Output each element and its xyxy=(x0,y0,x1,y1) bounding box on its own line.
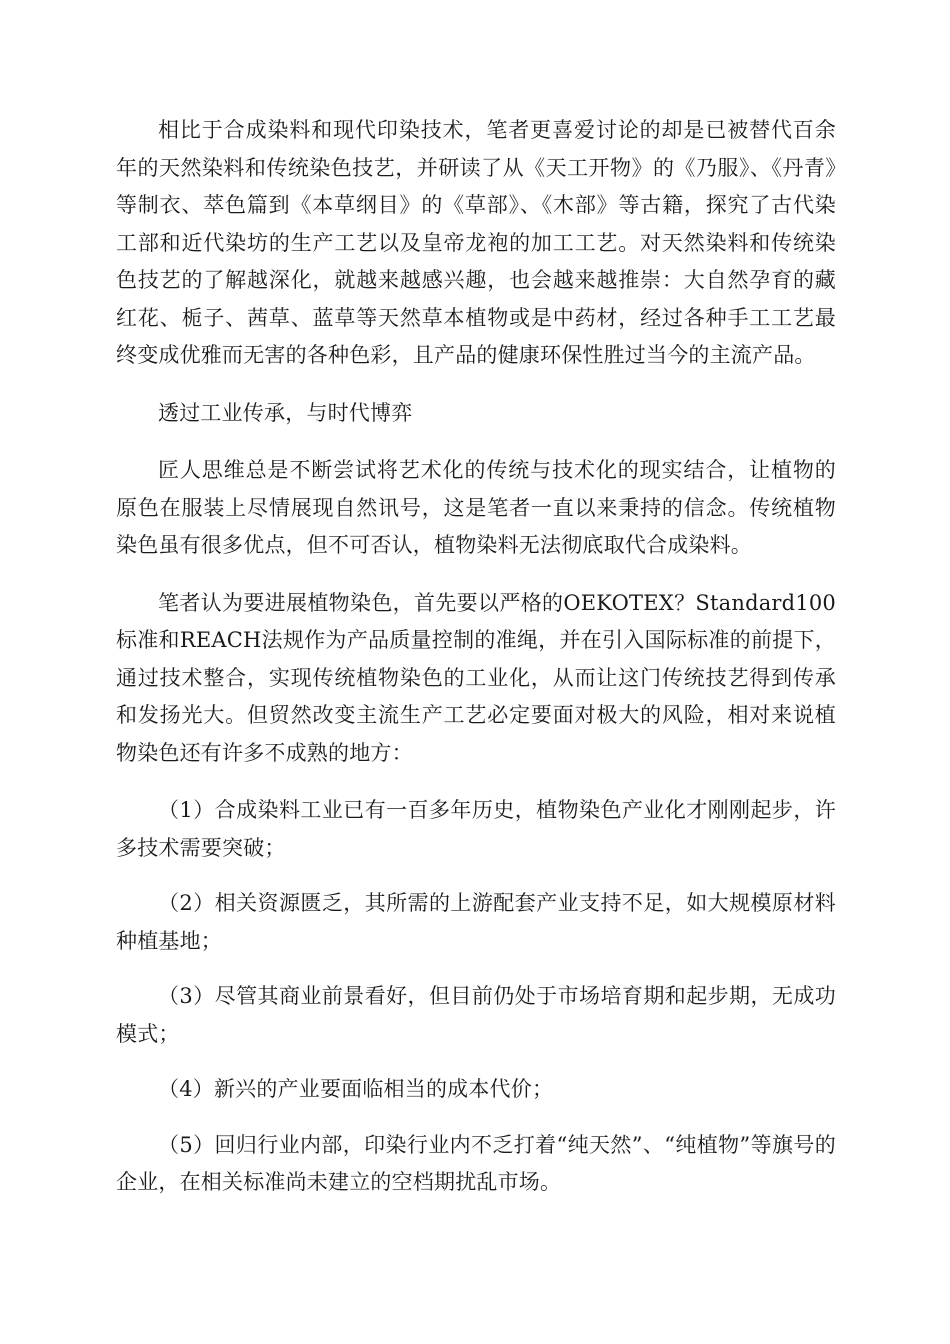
document-body xyxy=(116,112,836,1202)
list-item-1: （1）合成染料工业已有一百多年历史，植物染色产业化才刚刚起步，许多技术需要突破； xyxy=(116,798,836,860)
list-item-2: （2）相关资源匮乏，其所需的上游配套产业支持不足，如大规模原材料种植基地； xyxy=(116,891,836,953)
paragraph-standards: 笔者认为要进展植物染色，首先要以严格的OEKOTEX？Standard100标准和REACH法规作为产品质量控制的准绳，并在引入国际标准的前提下，通过技术整合，实现传统植物染色的工业化，从而让这门传统技艺得到传承和发扬光大。但贸然改变主流生产工艺必定要面对极大的风险，相对来说植物染色还有许多不成熟的地方： xyxy=(116,590,836,765)
paragraph-craftsman-thinking: 匠人思维总是不断尝试将艺术化的传统与技术化的现实结合，让植物的原色在服装上尽情展现自然讯号，这是笔者一直以来秉持的信念。传统植物染色虽有很多优点，但不可否认，植物染料无法彻底取代合成染料。 xyxy=(116,458,836,557)
paragraph-natural-dyes: 相比于合成染料和现代印染技术，笔者更喜爱讨论的却是已被替代百余年的天然染料和传统染色技艺，并研读了从《天工开物》的《乃服》、《丹青》等制衣、萃色篇到《本草纲目》的《草部》、《木部》等古籍，探究了古代染工部和近代染坊的生产工艺以及皇帝龙袍的加工工艺。对天然染料和传统染色技艺的了解越深化，就越来越感兴趣，也会越来越推崇：大自然孕育的藏红花、栀子、茜草、蓝草等天然草本植物或是中药材，经过各种手工工艺最终变成优雅而无害的各种色彩，且产品的健康环保性胜过当今的主流产品。 xyxy=(116,118,836,367)
section-heading: 透过工业传承，与时代博弈 xyxy=(158,400,413,425)
list-item-3: （3）尽管其商业前景看好，但目前仍处于市场培育期和起步期，无成功模式； xyxy=(116,984,836,1046)
list-item-5: （5）回归行业内部，印染行业内不乏打着“纯天然”、“纯植物”等旗号的企业，在相关标准尚未建立的空档期扰乱市场。 xyxy=(116,1132,836,1194)
list-item-4: （4）新兴的产业要面临相当的成本代价； xyxy=(158,1077,554,1101)
